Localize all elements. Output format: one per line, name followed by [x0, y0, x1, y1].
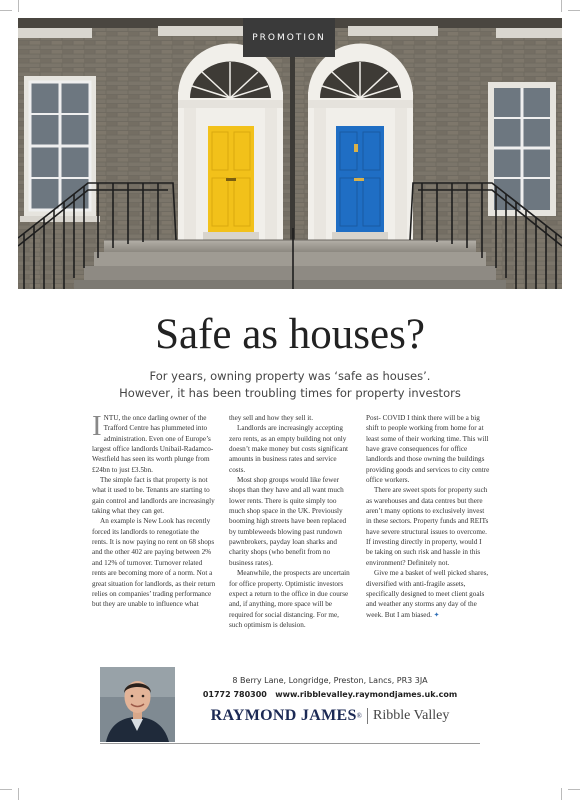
article-column-3 — [366, 413, 490, 630]
brand-logo — [182, 707, 478, 725]
article-paragraph: Landlords are increasingly accepting zero rents, as an empty building not only doesn’t make money but costs significant amounts in business rates and service costs. — [229, 424, 349, 474]
article-body — [92, 410, 490, 630]
article-paragraph: Post- COVID I think there will be a big shift to people working from home for at least some of their working time. This will have grave consequences for office landlords and those owning the buildings providing goods and services to city centre office workers. — [366, 414, 490, 485]
brand-divider — [367, 708, 368, 724]
article-paragraph: Give me a basket of well picked shares, diversified with anti-fragile assets, specifically designed to meet client goals and weather any storms any day of the week. But I am biased. ✦ — [366, 569, 489, 619]
crop-mark — [18, 788, 19, 800]
hero-photo — [18, 18, 562, 289]
article-paragraph: they sell and how they sell it. — [229, 414, 314, 422]
website-link[interactable]: www.ribblevalley.raymondjames.uk.com — [275, 690, 458, 699]
crop-mark — [18, 0, 19, 12]
office-address: 8 Berry Lane, Longridge, Preston, Lancs, PR3 3JA — [232, 676, 428, 685]
phone-number[interactable]: 01772 780300 — [202, 690, 267, 699]
article-paragraph: Most shop groups would like fewer shops than they have and all want much lower rents. There is quite simply too much shop space in the UK. Previously booming high streets have been replaced by tumbleweeds blowing past rundown pawnbrokers, payday loan sharks and charity shops (who benefit from no business rates). — [229, 476, 347, 567]
crop-mark — [568, 789, 580, 790]
blue-door-frame — [308, 44, 413, 241]
drop-cap: I — [92, 410, 102, 442]
standfirst-line-2: However, it has been troubling times for property investors — [119, 386, 461, 400]
crop-mark — [561, 788, 562, 800]
promotion-tag: PROMOTION — [243, 18, 335, 57]
headline: Safe as houses? — [155, 311, 425, 358]
advisor-portrait — [100, 667, 175, 742]
standfirst — [0, 368, 580, 402]
contact-line — [182, 690, 478, 699]
article-paragraph: An example is New Look has recently forced its landlords to renegotiate the rents. It is now paying no rent on 68 shops and the other 402 are paying between 2% and 12% of turnover. Turnover related rents are becoming more of a norm. Not a great situation for landlords, as their return relies on companies’ trading performance but they are unable to influence what — [92, 517, 216, 609]
crop-mark — [561, 0, 562, 12]
article-paragraph: INTU, the once darling owner of the Trafford Centre has plummeted into administration. Even one of Europe’s largest office landlords Unibail-Radamco-Westfield has seen its worth plunge from £24bn to just £3.5bn. — [92, 410, 214, 474]
crop-mark — [568, 10, 580, 11]
article-column-2 — [229, 413, 353, 630]
registered-mark: ® — [356, 712, 362, 720]
article-paragraph: Meanwhile, the prospects are uncertain for office property. Optimistic investors expect a return to the office in due course and, if anything, more space will be required for social distancing. For me, such optimism is delusion. — [229, 569, 350, 629]
footer-rule — [100, 743, 480, 744]
article-paragraph: There are sweet spots for property such as warehouses and data centres but there aren’t many options to exclusively invest in these sectors. Property funds and REITs have severe structural issues to overcome. If investing directly in property, would I be taking on such risk and hassle in this environment? Definitely not. — [366, 486, 489, 567]
crop-mark — [0, 789, 12, 790]
left-window — [20, 76, 100, 222]
brand-name: RAYMOND JAMES — [210, 707, 357, 724]
end-mark-icon: ✦ — [433, 610, 440, 619]
brand-branch: Ribble Valley — [372, 708, 450, 723]
article-paragraph: The simple fact is that property is not what it used to be. Tenants are starting to gain control and landlords are increasingly taking what they can get. — [92, 476, 215, 516]
yellow-door-frame — [178, 44, 283, 241]
crop-mark — [0, 10, 12, 11]
standfirst-line-1: For years, owning property was ‘safe as houses’. — [149, 369, 431, 383]
article-column-1 — [92, 410, 216, 630]
